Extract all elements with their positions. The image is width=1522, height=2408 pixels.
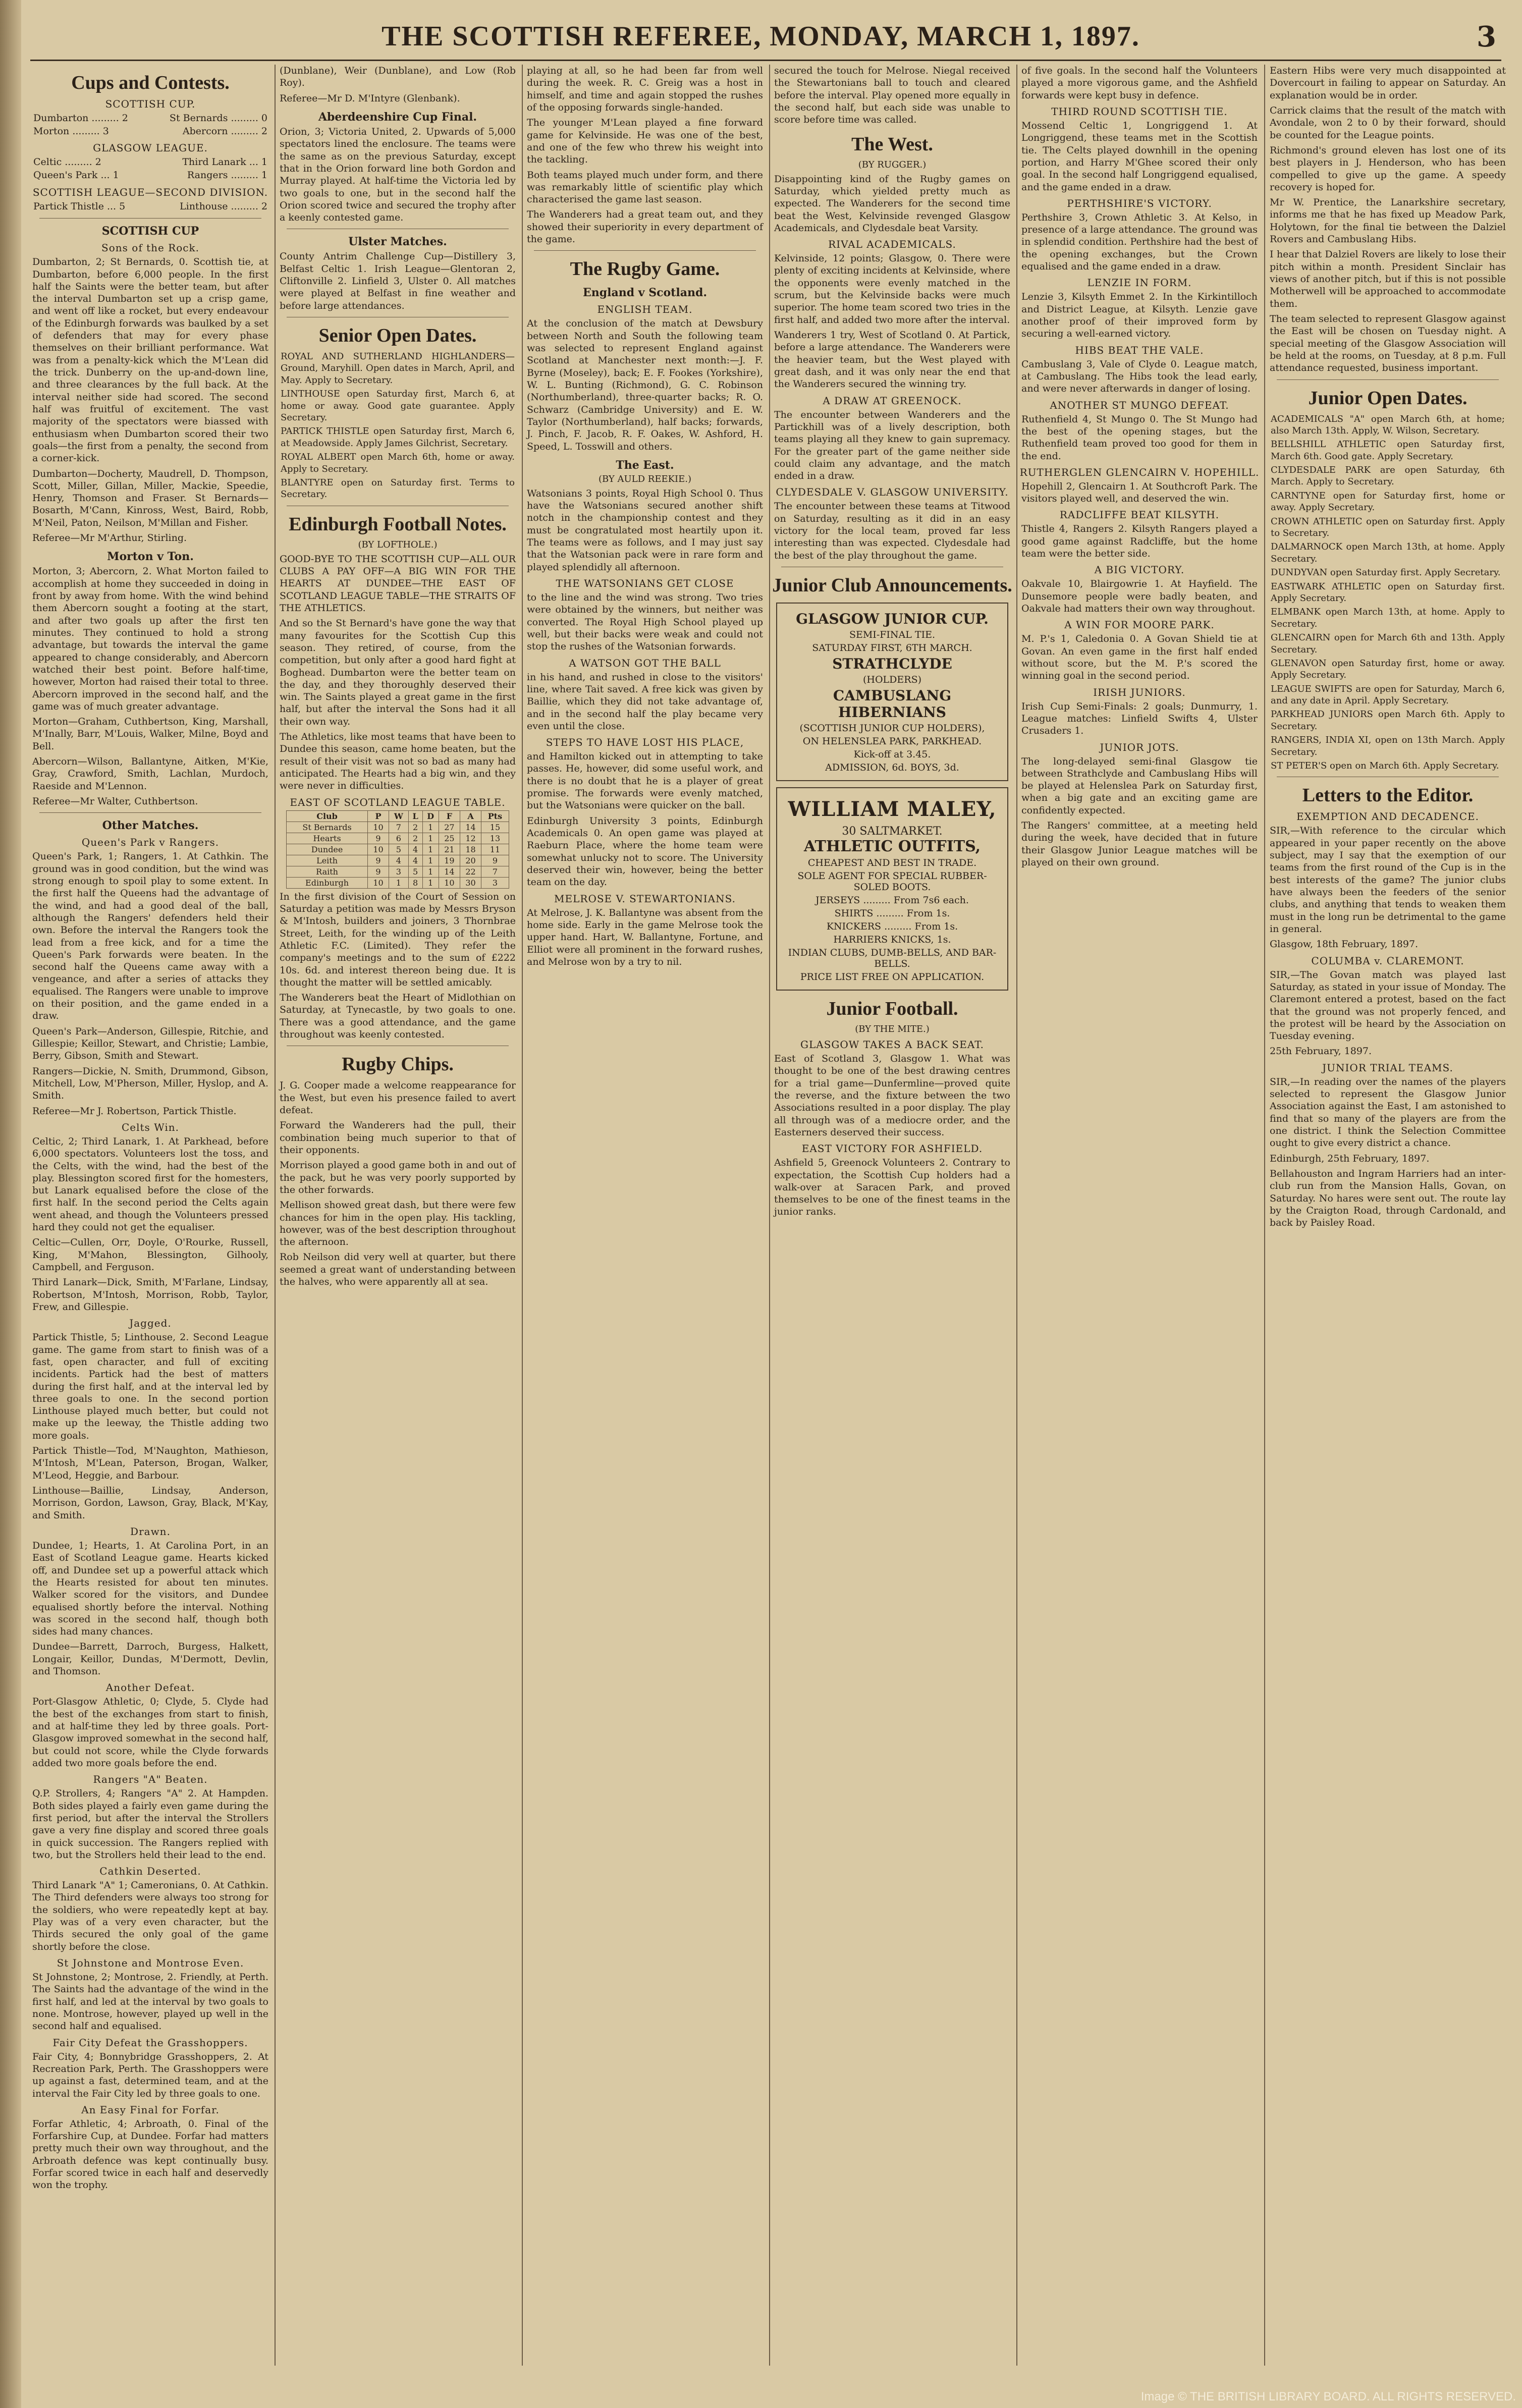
column-rule: [1264, 65, 1265, 2366]
article-text: Carrick claims that the result of the match with Avondale, won 2 to 0 by their forward, should be counted for the League points.: [1270, 104, 1506, 141]
column-rule: [769, 65, 770, 2366]
subheading: JUNIOR TRIAL TEAMS.: [1322, 1061, 1453, 1074]
article-text: Richmond's ground eleven has lost one of its best players in J. Henderson, who has been compelled to give up the game. A speedy recovery is hoped for.: [1270, 144, 1506, 193]
letter-text: SIR,—The Govan match was played last Saturday, as stated in your issue of Monday. The Claremont entered a protest, based on the fact that the ground was not properly fenced, and the protest will be heard by the Association on Tuesday evening.: [1270, 969, 1506, 1042]
byline: (BY LOFTHOLE.): [358, 539, 438, 550]
results-heading: SCOTTISH LEAGUE—SECOND DIVISION.: [32, 186, 268, 198]
open-date-ad: DALMARNOCK open March 13th, at home. Apply Secretary.: [1271, 541, 1505, 564]
masthead-title: THE SCOTTISH REFEREE, MONDAY, MARCH 1, 1897.: [382, 21, 1140, 52]
subheading: RADCLIFFE BEAT KILSYTH.: [1059, 509, 1220, 521]
table-cell: 21: [439, 844, 460, 855]
column-5: [1018, 65, 1261, 2366]
article-text: East of Scotland 3, Glasgow 1. What was thought to be one of the best drawing centres for a trial game—Dunfermline—proved quite the reverse, and the fixture between the two Associations resulted in a poor display. The play all through was of a mediocre order, and the Easterners deserved their success.: [774, 1053, 1010, 1138]
article-text: Dumbarton, 2; St Bernards, 0. Scottish tie, at Dumbarton, before 6,000 people. In the first half the Saints were the better team, but after the interval Dumbarton set up a crisp game, and went off like a rocket, but every endeavour of the Edinburgh forwards was baulked by a set of defenders that may for every phase themselves on their brilliant performance. Wat was from a penalty-kick which the M'Lean did the trick. Dunberry on the up-and-down line, and three clearances by the full back. At the interval neither side had scored. The second half was fruitful of excitement. The vast majority of the spectators were biassed with enthusiasm when Dumbarton scored their two goals—the first from a penalty, the second from a corner-kick.: [32, 256, 268, 464]
table-body: [287, 822, 509, 888]
article-text: Edinburgh University 3 points, Edinburgh Academicals 0. An open game was played at Raeburn Place, where the home team were somewhat unlucky not to score. The University deserved their win, however, being the better team on the day.: [527, 815, 763, 888]
results-list: [33, 156, 267, 182]
article-text: Eastern Hibs were very much disappointed at Dovercourt in failing to appear on Saturday. An explanation would be in order.: [1270, 65, 1506, 101]
binding-edge: [0, 0, 21, 2408]
table-cell: Dundee: [287, 844, 368, 855]
article-text: Morrison played a good game both in and out of the pack, but he was very poorly supported by the other forwards.: [280, 1160, 516, 1195]
page-number: 3: [1477, 20, 1496, 53]
subheading: LENZIE IN FORM.: [1087, 277, 1192, 289]
subheading: Celts Win.: [121, 1121, 180, 1133]
article-text: (Dunblane), Weir (Dunblane), and Low (Rob Roy).: [280, 65, 516, 89]
result-row: Celtic ......... 2 Third Lanark ... 1: [33, 156, 267, 168]
subheading: Ulster Matches.: [348, 235, 447, 249]
subheading: Another Defeat.: [105, 1681, 195, 1694]
article-text: Q.P. Strollers, 4; Rangers "A" 2. At Hampden. Both sides played a fairly even game during the first period, but after the interval the Strollers gave a very fine display and scored three goals in quick succession. The Rangers replied with two, but the Strollers held their lead to the end.: [32, 1788, 268, 1860]
table-cell: 13: [481, 833, 509, 844]
article-text: Third Lanark—Dick, Smith, M'Farlane, Lindsay, Robertson, M'Intosh, Morrison, Robb, Taylor, Frew, and Gillespie.: [32, 1277, 268, 1312]
article-text: Port-Glasgow Athletic, 0; Clyde, 5. Clyde had the best of the exchanges from start to finish, and at half-time they led by three goals. Port-Glasgow improved somewhat in the second half, but could not score, while the Clyde forwards added two more goals before the end.: [32, 1696, 268, 1769]
masthead-rule: [30, 60, 1501, 61]
article-text: The younger M'Lean played a fine forward game for Kelvinside. He was one of the best, and one of the few who threw his weight into the tackling.: [527, 117, 763, 166]
open-date-ad: DUNDYVAN open Saturday first. Apply Secretary.: [1271, 567, 1501, 578]
article-text: Forfar Athletic, 4; Arbroath, 0. Final of the Forfarshire Cup, at Dundee. Forfar had matters pretty much their own way throughout, and the Arbroath defence was kept continually busy. Forfar scored twice in each half and deservedly won the trophy.: [32, 2118, 268, 2191]
table-cell: 9: [367, 833, 389, 844]
article-text: At Melrose, J. K. Ballantyne was absent from the home side. Early in the game Melrose took the upper hand. Hart, W. Ballantyne, Fortune, and Elliot were all prominent in the forward rushes, and Melrose won by a try to nil.: [527, 907, 763, 967]
byline: (BY RUGGER.): [858, 159, 927, 170]
article-text: Forward the Wanderers had the pull, their combination being much superior to that of their opponents.: [280, 1120, 516, 1156]
subheading: Fair City Defeat the Grasshoppers.: [52, 2036, 248, 2049]
open-date-ad: BELLSHILL ATHLETIC open Saturday first, March 6th. Good gate. Apply Secretary.: [1271, 439, 1505, 462]
table-cell: 7: [481, 866, 509, 877]
article-text: Morton—Graham, Cuthbertson, King, Marshall, M'Inally, Barr, M'Louis, Walker, Milne, Boyd and Bell.: [32, 716, 268, 752]
table-cell: 2: [408, 833, 422, 844]
section-heading: Senior Open Dates.: [318, 325, 477, 346]
article-text: secured the touch for Melrose. Niegal received the Stewartonians ball to touch and cleared before the interval. Play opened more equally in the second half, but each side was unable to score before time was called.: [774, 65, 1010, 126]
table-cell: 14: [439, 866, 460, 877]
article-text: Bellahouston and Ingram Harriers had an inter-club run from the Mansion Halls, Govan, on Saturday. No hares were sent out. The route lay by the Craigton Road, through Cardonald, and back by Paisley Road.: [1270, 1168, 1506, 1229]
subheading: EXEMPTION AND DECADENCE.: [1296, 810, 1479, 823]
section-heading: Junior Football.: [826, 998, 958, 1019]
subheading: Morton v Ton.: [107, 550, 194, 564]
article-text: Partick Thistle—Tod, M'Naughton, Mathieson, M'Intosh, M'Lean, Paterson, Brogan, Walker, M'Leod, Heggie, and Barbour.: [32, 1445, 268, 1481]
table-cell: 10: [367, 877, 389, 888]
subheading: A WATSON GOT THE BALL: [569, 656, 721, 669]
subheading: Rangers "A" Beaten.: [93, 1773, 208, 1786]
results-heading: SCOTTISH CUP.: [105, 98, 196, 110]
subheading: COLUMBA v. CLAREMONT.: [1311, 954, 1464, 967]
letter-text: SIR,—With reference to the circular which appeared in your paper recently on the above subject, may I say that the exemption of our teams from the first round of the Cup is in the best interests of the game? The junior clubs have always been the feeders of the senior clubs, and anything that tends to weaken them must in the long run be detrimental to the game in general.: [1270, 825, 1506, 935]
subheading: Sons of the Rock.: [101, 242, 199, 254]
byline: (BY AULD REEKIE.): [598, 473, 692, 484]
table-row: [287, 855, 509, 866]
table-cell: Edinburgh: [287, 877, 368, 888]
subheading: England v Scotland.: [582, 286, 707, 300]
divider: [39, 812, 261, 813]
table-title: EAST OF SCOTLAND LEAGUE TABLE.: [290, 796, 506, 808]
results-list: [33, 200, 267, 213]
article-text: Queen's Park—Anderson, Gillespie, Ritchie, and Gillespie; Keillor, Stewart, and Christie; Lambie, Berry, Gibson, Smith and Stewart.: [32, 1025, 268, 1062]
junior-open-dates-list: [1267, 413, 1509, 772]
result-row: Morton ......... 3 Abercorn ......... 2: [33, 125, 267, 137]
article-text: The team selected to represent Glasgow against the East will be chosen on Tuesday night. A special meeting of the Glasgow Association will be held at the rooms, on Tuesday, at 8 p.m. Full attendance requested, business important.: [1270, 313, 1506, 374]
article-text: In the first division of the Court of Session on Saturday a petition was made by Messrs Bryson & M'Intosh, builders and joiners, 3 Thornbrae Street, Leith, for the winding up of the Leith Athletic F.C. (Limited). They refer the company's meetings and to the sum of £222 10s. 6d. and interest thereon being due. It is thought the matter will be settled amicably.: [280, 891, 516, 988]
article-text: Ashfield 5, Greenock Volunteers 2. Contrary to expectation, the Scottish Cup holders had a walk-over at Saracen Park, and proved themselves to be one of the finest teams in the junior ranks.: [774, 1157, 1010, 1218]
table-cell: 10: [367, 844, 389, 855]
article-text: Watsonians 3 points, Royal High School 0. Thus have the Watsonians secured another shift notch in the championship contest and they must be congratulated most heartily upon it. The teams were as follows, and I may just say that the Watsonian pack were in rare form and played splendidly all afternoon.: [527, 487, 763, 573]
table-row: [287, 822, 509, 833]
subheading: A DRAW AT GREENOCK.: [823, 394, 962, 407]
article-text: Lenzie 3, Kilsyth Emmet 2. In the Kirkintilloch and District League, at Kilsyth. Lenzie gave another proof of their improved form by securing a well-earned victory.: [1021, 291, 1258, 340]
subheading: Cathkin Deserted.: [99, 1865, 201, 1878]
article-text: Celtic—Cullen, Orr, Doyle, O'Rourke, Russell, King, M'Mahon, Blessington, Gilhooly, Campbell, and Ferguson.: [32, 1237, 268, 1273]
article-text: Hopehill 2, Glencairn 1. At Southcroft Park. The visitors played well, and deserved the win.: [1021, 480, 1258, 505]
table-cell: 18: [460, 844, 481, 855]
subheading: A WIN FOR MOORE PARK.: [1064, 619, 1215, 631]
section-heading: The West.: [851, 133, 933, 155]
article-text: Cambuslang 3, Vale of Clyde 0. League match, at Cambuslang. The Hibs took the lead early, and were never afterwards in danger of losing.: [1021, 358, 1258, 395]
outfitter-advert: WILLIAM MALEY, 30 SALTMARKET. ATHLETIC OUTFITS, CHEAPEST AND BEST IN TRADE. SOLE AGENT FOR SPECIAL RUBBER-SOLED BOOTS. JERSEYS ......... From 7s6 each. SHIRTS ......... From 1s. KNICKERS ......... From 1s. HARRIERS KNICKS, 1s. INDIAN CLUBS, DUMB-BELLS, AND BAR-BELLS. PRICE LIST FREE ON APPLICATION.: [776, 787, 1008, 991]
article-text: M. P.'s 1, Caledonia 0. A Govan Shield tie at Govan. An even game in the first half ended without score, but the M. P.'s scored the winning goal in the second period.: [1021, 633, 1258, 682]
copyright-notice: Image © THE BRITISH LIBRARY BOARD. ALL RIGHTS RESERVED.: [1140, 2390, 1516, 2403]
article-text: Mellison showed great dash, but there were few chances for him in the open play. His tackling, however, was of the best description throughout the afternoon.: [280, 1199, 516, 1248]
divider: [534, 250, 756, 251]
table-cell: 14: [460, 822, 481, 833]
subheading: Aberdeenshire Cup Final.: [318, 110, 477, 124]
open-date-ad: PARKHEAD JUNIORS open March 6th. Apply to Secretary.: [1271, 709, 1505, 732]
article-text: Mossend Celtic 1, Longriggend 1. At Longriggend, these teams met in the Scottish tie. The Celts played downhill in the opening portion, and Harry M'Ghee scored their only goal. In the second half Longriggend equalised, and the game ended in a draw.: [1021, 120, 1258, 193]
table-cell: 20: [460, 855, 481, 866]
subheading: HIBS BEAT THE VALE.: [1075, 344, 1204, 356]
article-text: and Hamilton kicked out in attempting to take passes. He, however, did some useful work, and there is no doubt that he is a player of great promise. The forwards were evenly matched, but the Watsonians were quicker on the ball.: [527, 751, 763, 811]
open-date-ad: ELMBANK open March 13th, at home. Apply to Secretary.: [1271, 607, 1505, 629]
subheading: THE WATSONIANS GET CLOSE: [556, 577, 734, 589]
article-text: Celtic, 2; Third Lanark, 1. At Parkhead, before 6,000 spectators. Volunteers lost the toss, and the Celts, with the wind, had the best of the play. Blessington scored first for the homesters, but Lanark equalised before the close of the first half. In the second period the Celts again went ahead, and though the Volunteers pressed hard they could not get the equaliser.: [32, 1135, 268, 1233]
article-text: Morton, 3; Abercorn, 2. What Morton failed to accomplish at home they succeeded in doing in front by away from home. With the wind behind them Abercorn sought a footing at the start, and after two goals up after the first ten minutes. They continued to hold a strong advantage, but towards the interval the game appeared to change considerably, and Abercorn watched their best point. Before half-time, however, Morton had raised their total to three. Abercorn improved in the second half, and the game was of much greater advantage.: [32, 566, 268, 712]
article-text: Ruthenfield 4, St Mungo 0. The St Mungo had the best of the opening stages, but the Ruthenfield team proved too good for them in the end.: [1021, 413, 1258, 462]
subheading: EAST VICTORY FOR ASHFIELD.: [801, 1142, 983, 1155]
section-heading: Cups and Contests.: [71, 72, 230, 93]
byline: (BY THE MITE.): [855, 1024, 930, 1034]
article-text: The long-delayed semi-final Glasgow tie between Strathclyde and Cambuslang Hibs will be played at Helenslea Park on Saturday first, when a big gate and an exciting game are confidently expected.: [1021, 755, 1258, 816]
table-cell: 6: [389, 833, 408, 844]
section-heading: Edinburgh Football Notes.: [289, 513, 507, 535]
table-cell: 22: [460, 866, 481, 877]
article-text: Queen's Park, 1; Rangers, 1. At Cathkin. The ground was in good condition, but the wind was strong enough to spoil play to some extent. In the first half the Queens had the advantage of the wind, and had a good deal of the ball, although the Rangers' defenders held their own. Before the interval the Rangers took the lead from a free kick, and for a time the Queen's Park forwards were beaten. In the second half the Queens came away with a vengeance, and after a series of attacks they equalised. The Rangers were unable to improve on their position, and the game ended in a draw.: [32, 851, 268, 1022]
section-heading: The Rugby Game.: [570, 258, 720, 280]
article-text: At the conclusion of the match at Dewsbury between North and South the following team was selected to represent England against Scotland at Manchester next month:—J. F. Byrne (Moseley), back; E. F. Fookes (Yorkshire), W. L. Bunting (Richmond), G. C. Robinson (Northumberland), three-quarter backs; R. O. Schwarz (Cambridge University) and E. W. Taylor (Northumberland), half backs; forwards, J. Pinch, F. Jacob, R. F. Oakes, W. Ashford, H. Speed, L. Tosswill and others.: [527, 318, 763, 452]
table-cell: 3: [481, 877, 509, 888]
article-text: Partick Thistle, 5; Linthouse, 2. Second League game. The game from start to finish was of a fast, open character, and full of exciting incidents. Partick had the best of matters during the first half, and at the interval led by three goals to one. In the second portion Linthouse played much better, but could not make up the leeway, the Thistle adding two more goals.: [32, 1332, 268, 1441]
result-row: Queen's Park ... 1 Rangers ......... 1: [33, 169, 267, 181]
subheading: GLASGOW TAKES A BACK SEAT.: [800, 1038, 984, 1051]
article-text: Referee—Mr J. Robertson, Partick Thistle.: [32, 1105, 237, 1117]
subheading: A BIG VICTORY.: [1094, 564, 1185, 576]
article-text: I hear that Dalziel Rovers are likely to lose their pitch within a month. President Sinclair has views of another pitch, but if this is not possible Motherwell will be approached to accommodate them.: [1270, 249, 1506, 309]
subheading: St Johnstone and Montrose Even.: [57, 1957, 244, 1969]
article-text: Referee—Mr M'Arthur, Stirling.: [32, 532, 187, 544]
letter-signoff: Edinburgh, 25th February, 1897.: [1270, 1153, 1430, 1164]
results-heading: GLASGOW LEAGUE.: [93, 142, 208, 154]
column-rule: [1016, 65, 1017, 2366]
open-date-ad: BLANTYRE open on Saturday first. Terms to Secretary.: [281, 477, 515, 500]
article-text: Rob Neilson did very well at quarter, but there seemed a great want of understanding between the halves, who were apparently all at sea.: [280, 1251, 516, 1288]
column-4: [771, 65, 1013, 2366]
table-cell: 19: [439, 855, 460, 866]
table-cell: 1: [422, 833, 439, 844]
table-cell: 27: [439, 822, 460, 833]
open-date-ad: EASTWARK ATHLETIC open on Saturday first. Apply Secretary.: [1271, 581, 1505, 604]
table-cell: 1: [389, 877, 408, 888]
table-row: [287, 877, 509, 888]
divider: [1277, 379, 1499, 380]
letter-text: SIR,—In reading over the names of the players selected to represent the Glasgow Junior Association against the East, I am astonished to find that so many of the players are from the one district. I think the Selection Committee ought to give every district a chance.: [1270, 1076, 1506, 1149]
subheading: Jagged.: [129, 1317, 172, 1330]
table-cell: 5: [389, 844, 408, 855]
subheading: Drawn.: [130, 1525, 171, 1538]
table-cell: 1: [422, 822, 439, 833]
open-date-ad: ROYAL ALBERT open March 6th, home or away. Apply to Secretary.: [281, 452, 515, 474]
article-text: St Johnstone, 2; Montrose, 2. Friendly, at Perth. The Saints had the advantage of the wind in the first half, and led at the interval by two goals to none. Montrose, however, played up well in the second half and equalised.: [32, 1972, 268, 2032]
result-row: Partick Thistle ... 5 Linthouse ......... 2: [33, 200, 267, 212]
open-date-ad: GLENCAIRN open for March 6th and 13th. Apply Secretary.: [1271, 632, 1505, 655]
article-text: The encounter between Wanderers and the Partickhill was of a lively description, both teams playing all they knew to gain supremacy. For the greater part of the game neither side could claim any advantage, and the match ended in a draw.: [774, 409, 1010, 482]
article-text: Referee—Mr Walter, Cuthbertson.: [32, 796, 198, 807]
table-cell: Hearts: [287, 833, 368, 844]
subheading: MELROSE V. STEWARTONIANS.: [554, 892, 736, 905]
article-text: The Rangers' committee, at a meeting held during the week, have decided that in future their Glasgow Junior League matches will be played on their own ground.: [1021, 820, 1258, 868]
subheading: Queen's Park v Rangers.: [81, 836, 220, 849]
open-date-ad: ST PETER'S open on March 6th. Apply Secretary.: [1271, 760, 1499, 772]
column-rule: [275, 65, 276, 2366]
table-cell: St Bernards: [287, 822, 368, 833]
table-cell: 4: [389, 855, 408, 866]
subheading: An Easy Final for Forfar.: [81, 2103, 220, 2116]
article-text: Dundee, 1; Hearts, 1. At Carolina Port, in an East of Scotland League game. Hearts kicked off, and Dundee set up a powerful attack which the Hearts resisted for about ten minutes. Walker scored for the visitors, and Dundee equalised shortly before the interval. Nothing was scored in the second half, though both sides had many chances.: [32, 1540, 268, 1637]
subheading: IRISH JUNIORS.: [1093, 686, 1186, 698]
table-cell: 1: [422, 844, 439, 855]
result-row: Dumbarton ......... 2 St Bernards ......... 0: [33, 113, 267, 124]
article-text: playing at all, so he had been far from well during the week. R. C. Greig was a host in himself, and time and again stopped the rushes of the opposing forwards single-handed.: [527, 65, 763, 113]
subheading: ENGLISH TEAM.: [597, 303, 693, 316]
subheading: SCOTTISH CUP: [101, 225, 199, 238]
subheading: RUTHERGLEN GLENCAIRN V. HOPEHILL.: [1019, 466, 1260, 478]
article-text: to the line and the wind was strong. Two tries were obtained by the winners, but neither was converted. The Royal High School played up well, but their backs were weak and could not stop the rushes of the Watsonian forwards.: [527, 592, 763, 652]
article-text: J. G. Cooper made a welcome reappearance for the West, but even his presence failed to avert defeat.: [280, 1080, 516, 1116]
table-row: [287, 844, 509, 855]
article-text: Abercorn—Wilson, Ballantyne, Aitken, M'Kie, Gray, Crawford, Smith, Lachlan, Murdoch, Raeside and M'Lennon.: [32, 756, 268, 792]
article-text: Dumbarton—Docherty, Maudrell, D. Thompson, Scott, Miller, Gillan, Miller, Mackie, Speedie, Henry, Thomson and Fraser. St Bernards—Bosarth, M'Cann, Kinross, West, Baird, Robb, M'Neil, Paton, Neilson, M'Millan and Fisher.: [32, 468, 268, 528]
results-list: [33, 112, 267, 138]
open-date-ad: CARNTYNE open for Saturday first, home or away. Apply Secretary.: [1271, 490, 1505, 513]
article-text: And so the St Bernard's have gone the way that many favourites for the Scottish Cup this season. They retired, of course, from the competition, but only after a good hard fight at Boghead. Dumbarton were the better team on the day, and they thoroughly deserved their win. The Saints played a great game in the first half, but after the interval the Sons had it all their own way.: [280, 618, 516, 727]
article-text: Referee—Mr D. M'Intyre (Glenbank).: [280, 92, 460, 104]
section-heading: Junior Club Announcements.: [772, 575, 1012, 596]
article-text: County Antrim Challenge Cup—Distillery 3, Belfast Celtic 1. Irish League—Glentoran 2, Cliftonville 2. Linfield 3, Ulster 0. All matches were played at Belfast in fine weather and before large attendances.: [280, 251, 516, 311]
table-cell: 10: [439, 877, 460, 888]
table-cell: 11: [481, 844, 509, 855]
article-text: The Wanderers had a great team out, and they showed their superiority in every department of the game.: [527, 209, 763, 245]
table-cell: Raith: [287, 866, 368, 877]
table-cell: 12: [460, 833, 481, 844]
masthead: [20, 20, 1501, 56]
column-3: [524, 65, 766, 2366]
column-rule: [522, 65, 523, 2366]
open-date-ad: LINTHOUSE open Saturday first, March 6, at home or away. Good gate guarantee. Apply Secretary.: [281, 389, 515, 423]
table-cell: 10: [367, 822, 389, 833]
column-6: [1267, 65, 1509, 2366]
article-text: The Athletics, like most teams that have been to Dundee this season, came home beaten, but the result of their visit was not so bad as many had anticipated. The Hearts had a big win, and they were never in difficulties.: [280, 731, 516, 792]
table-cell: 30: [460, 877, 481, 888]
league-table: [286, 810, 509, 889]
table-cell: 25: [439, 833, 460, 844]
table-cell: 9: [367, 855, 389, 866]
article-text: Dundee—Barrett, Darroch, Burgess, Halkett, Longair, Keillor, Dundas, M'Dermott, Devlin, and Thomson.: [32, 1641, 268, 1677]
table-cell: 3: [389, 866, 408, 877]
subheading: STEPS TO HAVE LOST HIS PLACE,: [546, 736, 744, 749]
table-cell: 9: [367, 866, 389, 877]
open-date-ad: RANGERS, INDIA XI, open on 13th March. Apply Secretary.: [1271, 735, 1505, 757]
subheading: JUNIOR JOTS.: [1100, 741, 1179, 753]
letter-signoff: 25th February, 1897.: [1270, 1046, 1372, 1057]
subheading: THIRD ROUND SCOTTISH TIE.: [1051, 105, 1228, 118]
article-text: Kelvinside, 12 points; Glasgow, 0. There were plenty of exciting incidents at Kelvinside, where the opponents were evenly matched in the scrum, but the Kelvinside backs were much superior. The home team scored two tries in the first half, and added two more after the interval.: [774, 253, 1010, 325]
table-cell: 2: [408, 822, 422, 833]
table-cell: 9: [481, 855, 509, 866]
subheading: PERTHSHIRE'S VICTORY.: [1067, 197, 1212, 209]
article-text: Wanderers 1 try, West of Scotland 0. At Partick, before a large attendance. The Wanderers were the heavier team, but the West played with great dash, and it was only near the end that the Wanderers secured the winning try.: [774, 330, 1010, 390]
article-text: The encounter between these teams at Titwood on Saturday, resulting as it did in an easy victory for the local team, proved far less interesting than was expected. Clydesdale had the best of the play throughout the game.: [774, 501, 1010, 561]
table-cell: 1: [422, 866, 439, 877]
column-1: [29, 65, 271, 2366]
table-cell: 15: [481, 822, 509, 833]
table-cell: 1: [422, 877, 439, 888]
article-text: in his hand, and rushed in close to the visitors' line, where Tait saved. A free kick was given by Baillie, which they did not take advantage of, and in the second half the play became very even until the close.: [527, 671, 763, 732]
table-cell: 5: [408, 866, 422, 877]
article-text: GOOD-BYE TO THE SCOTTISH CUP—ALL OUR CLUBS A PAY OFF—A BIG WIN FOR THE HEARTS AT DUNDEE—THE EAST OF SCOTLAND LEAGUE TABLE—THE STRAITS OF THE ATHLETICS.: [280, 553, 516, 614]
article-text: Thistle 4, Rangers 2. Kilsyth Rangers played a good game against Radcliffe, but the home team were the better side.: [1021, 523, 1258, 560]
section-heading: Junior Open Dates.: [1308, 387, 1467, 409]
table-cell: 1: [422, 855, 439, 866]
article-text: Fair City, 4; Bonnybridge Grasshoppers, 2. At Recreation Park, Perth. The Grasshoppers were up against a fast, determined team, and at the interval the Fair City led by three goals to one.: [32, 2051, 268, 2099]
table-cell: 8: [408, 877, 422, 888]
section-heading: Rugby Chips.: [342, 1054, 454, 1075]
subheading: ANOTHER ST MUNGO DEFEAT.: [1050, 399, 1229, 411]
open-date-ad: ACADEMICALS "A" open March 6th, at home; also March 13th. Apply, W. Wilson, Secretary.: [1271, 413, 1505, 436]
article-text: Rangers—Dickie, N. Smith, Drummond, Gibson, Mitchell, Low, M'Pherson, Miller, Hyslop, and A. Smith.: [32, 1065, 268, 1102]
subheading: The East.: [616, 458, 674, 472]
subheading: RIVAL ACADEMICALS.: [828, 238, 956, 251]
table-cell: 4: [408, 844, 422, 855]
table-cell: 7: [389, 822, 408, 833]
open-date-ad: CROWN ATHLETIC open on Saturday first. Apply to Secretary.: [1271, 516, 1505, 539]
open-date-ad: CLYDESDALE PARK are open Saturday, 6th March. Apply to Secretary.: [1271, 465, 1505, 487]
column-2: [277, 65, 519, 2366]
subheading: CLYDESDALE V. GLASGOW UNIVERSITY.: [776, 486, 1009, 499]
article-text: Orion, 3; Victoria United, 2. Upwards of 5,000 spectators lined the enclosure. The teams were the same as on the previous Saturday, except that in the Orion forward line both Gordon and Murray played. At half-time the Victoria led by two goals to one, but in the second half the Orion scored twice and secured the trophy after a keenly contested game.: [280, 126, 516, 224]
table-header-row: Club P W L D F A Pts: [287, 810, 509, 822]
open-date-ad: GLENAVON open Saturday first, home or away. Apply Secretary.: [1271, 658, 1505, 681]
article-text: Linthouse—Baillie, Lindsay, Anderson, Morrison, Gordon, Lawson, Gray, Black, M'Kay, and Smith.: [32, 1485, 268, 1521]
open-date-ad: LEAGUE SWIFTS are open for Saturday, March 6, and any date in April. Apply Secretary.: [1271, 683, 1505, 706]
table-row: [287, 866, 509, 877]
article-text: Disappointing kind of the Rugby games on Saturday, which yielded pretty much as expected. The Wanderers for the second time beat the West, Kelvinside revenged Glasgow Academicals, and Clydesdale beat Varsity.: [774, 173, 1010, 234]
cup-tie-advert: GLASGOW JUNIOR CUP. SEMI-FINAL TIE. SATURDAY FIRST, 6TH MARCH. STRATHCLYDE (HOLDERS) CAMBUSLANG HIBERNIANS (SCOTTISH JUNIOR CUP HOLDERS), ON HELENSLEA PARK, PARKHEAD. Kick-off at 3.45. ADMISSION, 6d. BOYS, 3d.: [776, 603, 1008, 781]
section-heading: Letters to the Editor.: [1302, 785, 1474, 806]
article-text: Mr W. Prentice, the Lanarkshire secretary, informs me that he has fixed up Meadow Park, Holytown, for the final tie between the Dalziel Rovers and Cambuslang Hibs.: [1270, 197, 1506, 245]
table-row: [287, 833, 509, 844]
article-text: Irish Cup Semi-Finals: 2 goals; Dunmurry, 1. League matches: Linfield Swifts 4, Ulster Crusaders 1.: [1021, 700, 1258, 737]
subheading: Other Matches.: [102, 819, 199, 833]
open-date-ad: PARTICK THISTLE open Saturday first, March 6, at Meadowside. Apply James Gilchrist, Secretary.: [281, 426, 515, 449]
article-text: of five goals. In the second half the Volunteers played a more vigorous game, and the Ashfield forwards were kept busy in defence.: [1021, 65, 1258, 101]
article-text: Perthshire 3, Crown Athletic 3. At Kelso, in presence of a large attendance. The ground was in splendid condition. Perthshire had the best of the opening exchanges, but the Crown equalised and the game ended in a draw.: [1021, 211, 1258, 272]
article-text: Third Lanark "A" 1; Cameronians, 0. At Cathkin. The Third defenders were always too strong for the soldiers, who were repeatedly kept at bay. Play was of a very even character, but the Thirds secured the only goal of the game shortly before the close.: [32, 1880, 268, 1952]
letter-signoff: Glasgow, 18th February, 1897.: [1270, 939, 1419, 950]
article-text: Both teams played much under form, and there was remarkably little of scientific play which characterised the game last season.: [527, 169, 763, 205]
article-text: Oakvale 10, Blairgowrie 1. At Hayfield. The Dunsemore people were badly beaten, and Oakvale had matters their own way throughout.: [1021, 578, 1258, 614]
table-cell: 4: [408, 855, 422, 866]
article-text: The Wanderers beat the Heart of Midlothian on Saturday, at Tynecastle, by two goals to one. There was a good attendance, and the game throughout was keenly contested.: [280, 992, 516, 1041]
table-cell: Leith: [287, 855, 368, 866]
open-date-ad: ROYAL AND SUTHERLAND HIGHLANDERS—Ground, Maryhill. Open dates in March, April, and May. Apply to Secretary.: [281, 351, 515, 386]
